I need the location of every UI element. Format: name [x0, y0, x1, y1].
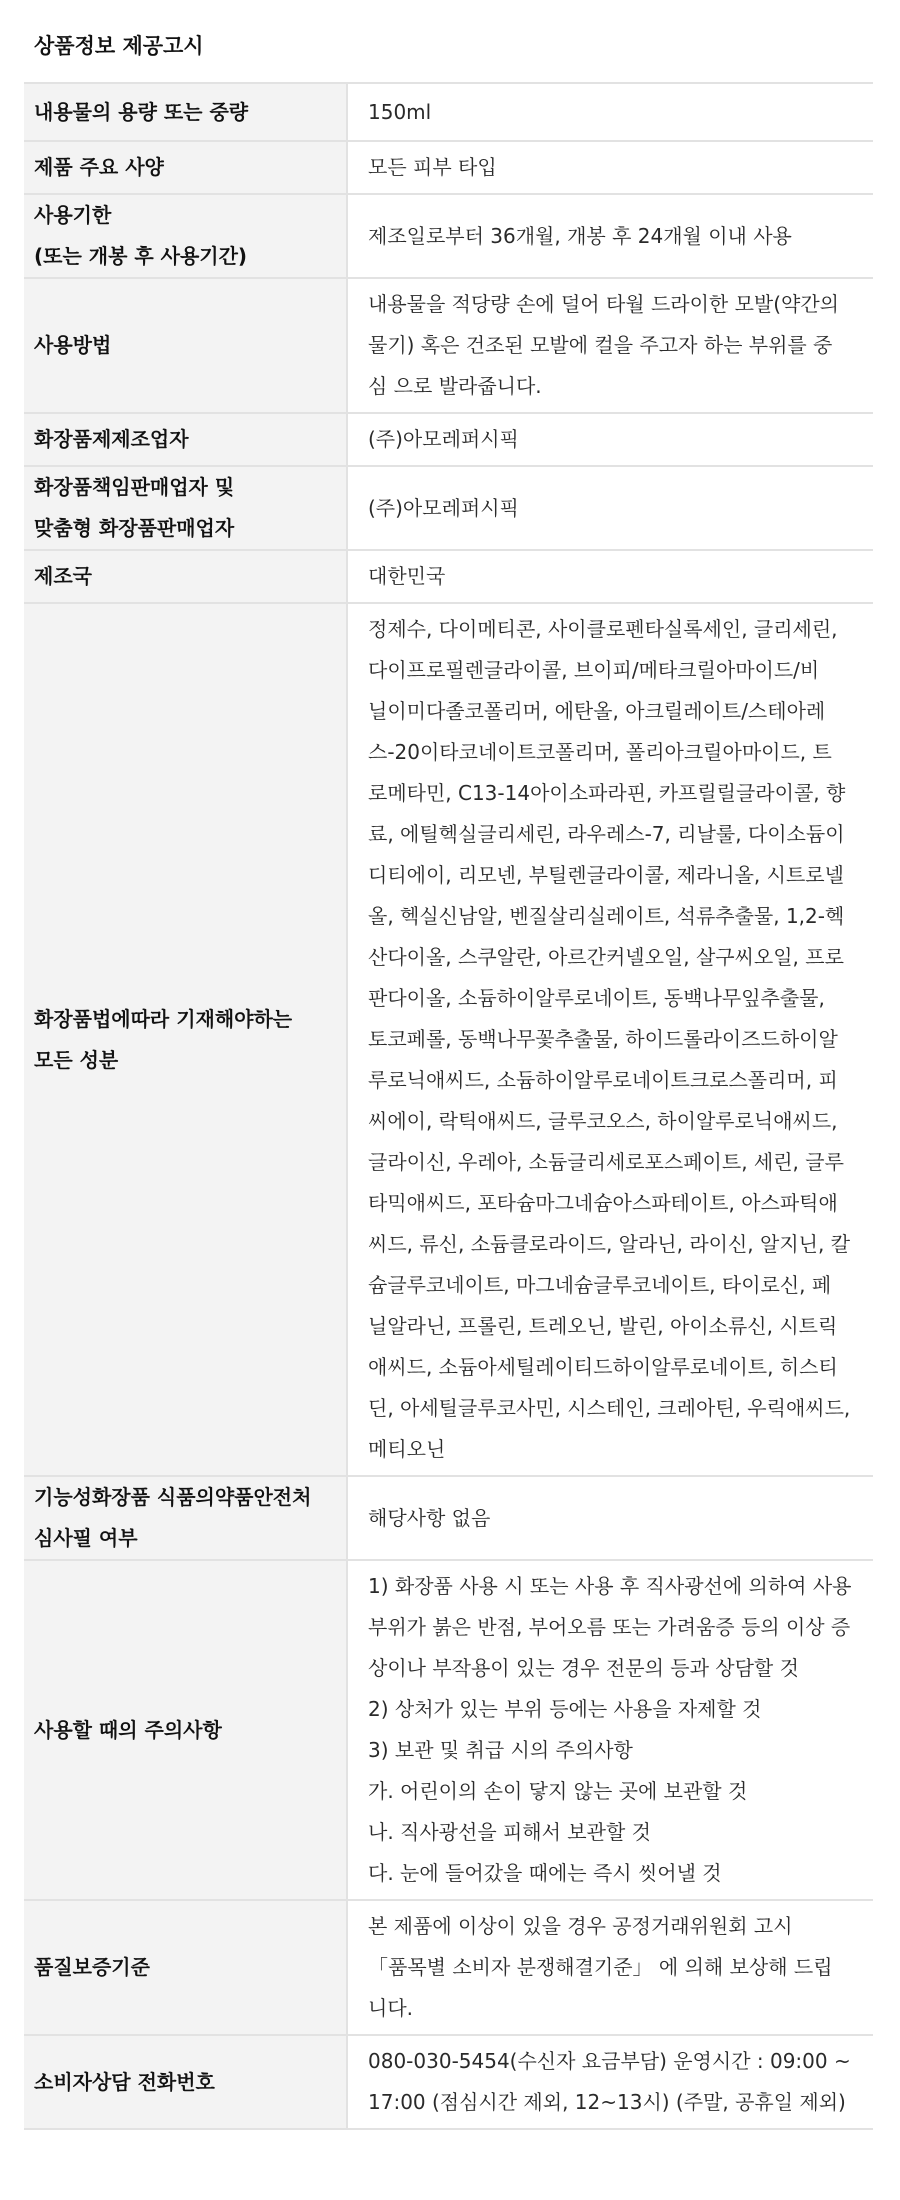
row-value-line: 제조일로부터 36개월, 개봉 후 24개월 이내 사용	[368, 223, 792, 248]
row-value-line: 디티에이, 리모넨, 부틸렌글라이콜, 제라니올, 시트로넬	[368, 863, 844, 887]
product-info-table-body	[24, 84, 873, 2129]
row-label	[24, 1900, 347, 2035]
row-value-line: 토코페롤, 동백나무꽃추출물, 하이드롤라이즈드하이알	[368, 1027, 838, 1051]
row-value-line: 글라이신, 우레아, 소듐글리세로포스페이트, 세린, 글루	[368, 1150, 844, 1174]
row-value-line: 150ml	[368, 99, 432, 124]
row-value-line: 상이나 부작용이 있는 경우 전문의 등과 상담할 것	[368, 1656, 799, 1680]
row-label	[24, 84, 347, 141]
row-label-line: 품질보증기준	[34, 1955, 150, 1979]
row-value	[347, 550, 873, 603]
row-value	[347, 466, 873, 550]
row-label	[24, 278, 347, 413]
row-label-line: 기능성화장품 식품의약품안전처	[34, 1485, 312, 1509]
row-label-line: 제조국	[34, 564, 92, 588]
row-value-line: 딘, 아세틸글루코사민, 시스테인, 크레아틴, 우릭애씨드,	[368, 1396, 851, 1420]
row-value-line: 애씨드, 소듐아세틸레이티드하이알루로네이트, 히스티	[368, 1355, 838, 1379]
table-row	[24, 2035, 873, 2129]
row-label-line: 소비자상담 전화번호	[34, 2069, 215, 2094]
row-value	[347, 1476, 873, 1560]
section-title: 상품정보 제공고시	[24, 0, 873, 84]
row-value-line: 2) 상처가 있는 부위 등에는 사용을 자제할 것	[368, 1697, 762, 1721]
row-value-line: 씨드, 류신, 소듐클로라이드, 알라닌, 라이신, 알지닌, 칼	[368, 1232, 851, 1256]
row-value-line: 씨에이, 락틱애씨드, 글루코오스, 하이알루로닉애씨드,	[368, 1109, 838, 1133]
table-row	[24, 1900, 873, 2035]
row-value-line: 타믹애씨드, 포타슘마그네슘아스파테이트, 아스파틱애	[368, 1191, 838, 1215]
table-row	[24, 466, 873, 550]
row-label-line: 화장품책임판매업자 및	[34, 475, 235, 499]
row-value	[347, 84, 873, 141]
row-label-line: 내용물의 용량 또는 중량	[34, 99, 249, 124]
row-value	[347, 2035, 873, 2129]
row-value-line: 료, 에틸헥실글리세린, 라우레스-7, 리날룰, 다이소듐이	[368, 822, 845, 846]
row-value-line: 3) 보관 및 취급 시의 주의사항	[368, 1738, 633, 1762]
row-label	[24, 2035, 347, 2129]
row-value-line: 대한민국	[368, 564, 446, 588]
row-label-line: 화장품제제조업자	[34, 427, 189, 451]
row-label-line: 모든 성분	[34, 1047, 119, 1072]
row-label-line: 사용기한	[34, 203, 112, 227]
row-label-line: 사용할 때의 주의사항	[34, 1717, 222, 1742]
row-label	[24, 194, 347, 278]
row-label	[24, 466, 347, 550]
table-row	[24, 550, 873, 603]
row-value-line: 올, 헥실신남알, 벤질살리실레이트, 석류추출물, 1,2-헥	[368, 904, 845, 928]
row-label	[24, 413, 347, 466]
row-label	[24, 1476, 347, 1560]
row-value-line: 해당사항 없음	[368, 1505, 491, 1530]
row-value-line: 닐알라닌, 프롤린, 트레오닌, 발린, 아이소류신, 시트릭	[368, 1314, 838, 1338]
row-value-line: 물기) 혹은 건조된 모발에 컬을 주고자 하는 부위를 중	[368, 333, 833, 357]
row-value	[347, 194, 873, 278]
row-value	[347, 1900, 873, 2035]
table-row	[24, 141, 873, 194]
row-label-line: 제품 주요 사양	[34, 155, 164, 179]
row-value-line: (주)아모레퍼시픽	[368, 427, 519, 451]
row-value-line: 로메타민, C13-14아이소파라핀, 카프릴릴글라이콜, 향	[368, 781, 846, 805]
table-row	[24, 194, 873, 278]
row-value-line: 모든 피부 타입	[368, 155, 497, 179]
row-label-line: 사용방법	[34, 333, 112, 357]
row-value-line: 1) 화장품 사용 시 또는 사용 후 직사광선에 의하여 사용	[368, 1574, 852, 1598]
row-value	[347, 141, 873, 194]
table-row	[24, 413, 873, 466]
row-value-line: 정제수, 다이메티콘, 사이클로펜타실록세인, 글리세린,	[368, 617, 838, 641]
row-value	[347, 603, 873, 1476]
row-value-line: 메티오닌	[368, 1437, 446, 1461]
row-label-line: 심사필 여부	[34, 1526, 138, 1550]
row-value-line: 080-030-5454(수신자 요금부담) 운영시간 : 09:00 ~	[368, 2049, 851, 2073]
row-value-line: 부위가 붉은 반점, 부어오름 또는 가려움증 등의 이상 증	[368, 1615, 851, 1639]
row-value-line: 슘글루코네이트, 마그네슘글루코네이트, 타이로신, 페	[368, 1273, 832, 1297]
row-value-line: 닐이미다졸코폴리머, 에탄올, 아크릴레이트/스테아레	[368, 699, 826, 723]
row-value-line: 나. 직사광선을 피해서 보관할 것	[368, 1820, 651, 1844]
row-value-line: 심 으로 발라줍니다.	[368, 374, 542, 398]
row-label-line: 화장품법에따라 기재해야하는	[34, 1006, 293, 1031]
row-value-line: 17:00 (점심시간 제외, 12~13시) (주말, 공휴일 제외)	[368, 2090, 846, 2114]
row-value-line: (주)아모레퍼시픽	[368, 495, 519, 520]
row-label-line: 맞춤형 화장품판매업자	[34, 516, 235, 540]
table-row	[24, 603, 873, 1476]
row-value-line: 스-20이타코네이트코폴리머, 폴리아크릴아마이드, 트	[368, 740, 832, 764]
row-value-line: 다. 눈에 들어갔을 때에는 즉시 씻어낼 것	[368, 1861, 722, 1885]
row-value-line: 루로닉애씨드, 소듐하이알루로네이트크로스폴리머, 피	[368, 1068, 838, 1092]
row-label	[24, 141, 347, 194]
product-info-table	[24, 84, 873, 2130]
table-row	[24, 1560, 873, 1900]
row-value-line: 산다이올, 스쿠알란, 아르간커넬오일, 살구씨오일, 프로	[368, 945, 844, 969]
row-value	[347, 278, 873, 413]
row-value	[347, 1560, 873, 1900]
row-value-line: 가. 어린이의 손이 닿지 않는 곳에 보관할 것	[368, 1779, 748, 1803]
row-value-line: 내용물을 적당량 손에 덜어 타월 드라이한 모발(약간의	[368, 292, 839, 316]
row-label	[24, 603, 347, 1476]
row-value-line: 「품목별 소비자 분쟁해결기준」 에 의해 보상해 드립	[368, 1955, 833, 1979]
table-row	[24, 278, 873, 413]
table-row	[24, 1476, 873, 1560]
row-label	[24, 550, 347, 603]
row-value-line: 다이프로필렌글라이콜, 브이피/메타크릴아마이드/비	[368, 658, 820, 682]
row-value-line: 판다이올, 소듐하이알루로네이트, 동백나무잎추출물,	[368, 986, 825, 1010]
row-value-line: 니다.	[368, 1996, 413, 2020]
row-label-line: (또는 개봉 후 사용기간)	[34, 244, 248, 268]
table-row	[24, 84, 873, 141]
row-value-line: 본 제품에 이상이 있을 경우 공정거래위원회 고시	[368, 1914, 793, 1938]
row-value	[347, 413, 873, 466]
row-label	[24, 1560, 347, 1900]
